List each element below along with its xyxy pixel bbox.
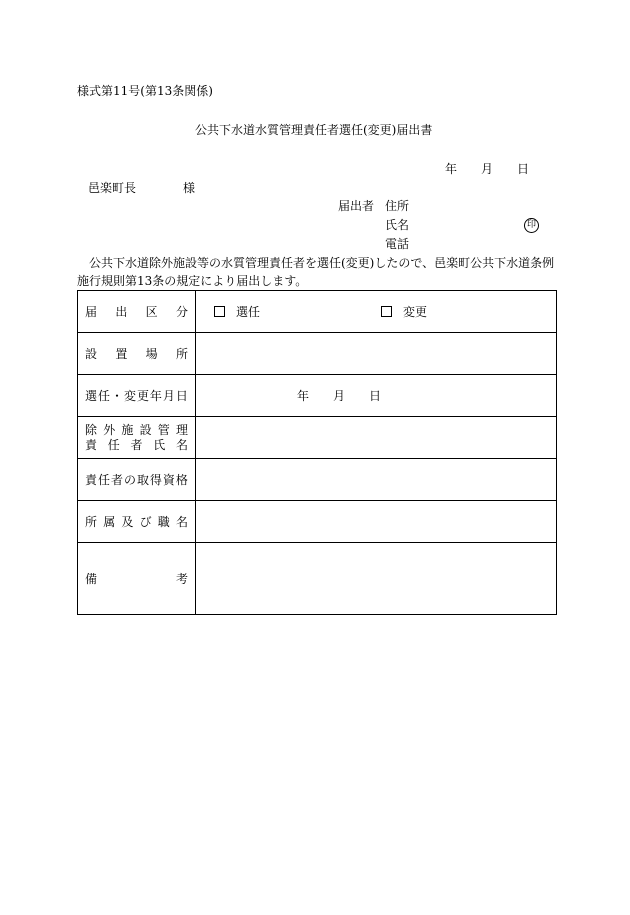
body-text-line1: 公共下水道除外施設等の水質管理責任者を選任(変更)したので、邑楽町公共下水道条例 xyxy=(89,256,555,270)
applicant-phone-label: 電話 xyxy=(385,237,410,251)
label-manager-name: 除 外 施 設 管 理 責 任 者 氏 名 xyxy=(78,417,196,459)
value-remarks[interactable] xyxy=(196,543,557,615)
date-day: 日 xyxy=(517,162,530,176)
label-appointment-date: 選 任 ・ 変 更 年 月 日 xyxy=(78,375,196,417)
form-number: 様式第11号(第13条関係) xyxy=(77,84,213,98)
body-text-line2: 施行規則第13条の規定により届出します。 xyxy=(77,274,308,288)
row-remarks xyxy=(78,543,557,615)
row-appointment-date xyxy=(78,375,557,417)
row-report-type xyxy=(78,291,557,333)
appointment-date-year: 年 xyxy=(297,389,310,403)
seal-mark xyxy=(524,216,539,233)
appointment-date-month: 月 xyxy=(333,389,346,403)
form-table xyxy=(77,290,557,615)
row-location xyxy=(78,333,557,375)
applicant-address-label: 住所 xyxy=(385,199,410,213)
appointment-date-day: 日 xyxy=(369,389,382,403)
date-month: 月 xyxy=(481,162,494,176)
checkbox-appointment[interactable]: 選任 xyxy=(214,303,381,320)
seal-icon: 印 xyxy=(524,218,539,233)
checkbox-change[interactable]: 変更 xyxy=(381,303,427,320)
applicant-label: 届出者 xyxy=(338,199,375,213)
label-remarks: 備 考 xyxy=(78,543,196,615)
row-qualification xyxy=(78,459,557,501)
value-manager-name[interactable] xyxy=(196,417,557,459)
label-qualification: 責 任 者 の 取 得 資 格 xyxy=(78,459,196,501)
checkbox-square-icon[interactable] xyxy=(214,306,225,317)
label-affiliation: 所 属 及 び 職 名 xyxy=(78,501,196,543)
applicant-name-label: 氏名 xyxy=(385,218,410,232)
value-report-type xyxy=(196,291,557,333)
value-location[interactable] xyxy=(196,333,557,375)
value-qualification[interactable] xyxy=(196,459,557,501)
value-affiliation[interactable] xyxy=(196,501,557,543)
addressee-honorific: 様 xyxy=(183,181,196,195)
date-year: 年 xyxy=(445,162,458,176)
form-title: 公共下水道水質管理責任者選任(変更)届出書 xyxy=(195,123,433,137)
label-report-type: 届 出 区 分 xyxy=(78,291,196,333)
addressee-name: 邑楽町長 xyxy=(88,181,137,195)
row-manager-name xyxy=(78,417,557,459)
row-affiliation xyxy=(78,501,557,543)
checkbox-square-icon[interactable] xyxy=(381,306,392,317)
label-location: 設 置 場 所 xyxy=(78,333,196,375)
value-appointment-date[interactable] xyxy=(196,375,557,417)
